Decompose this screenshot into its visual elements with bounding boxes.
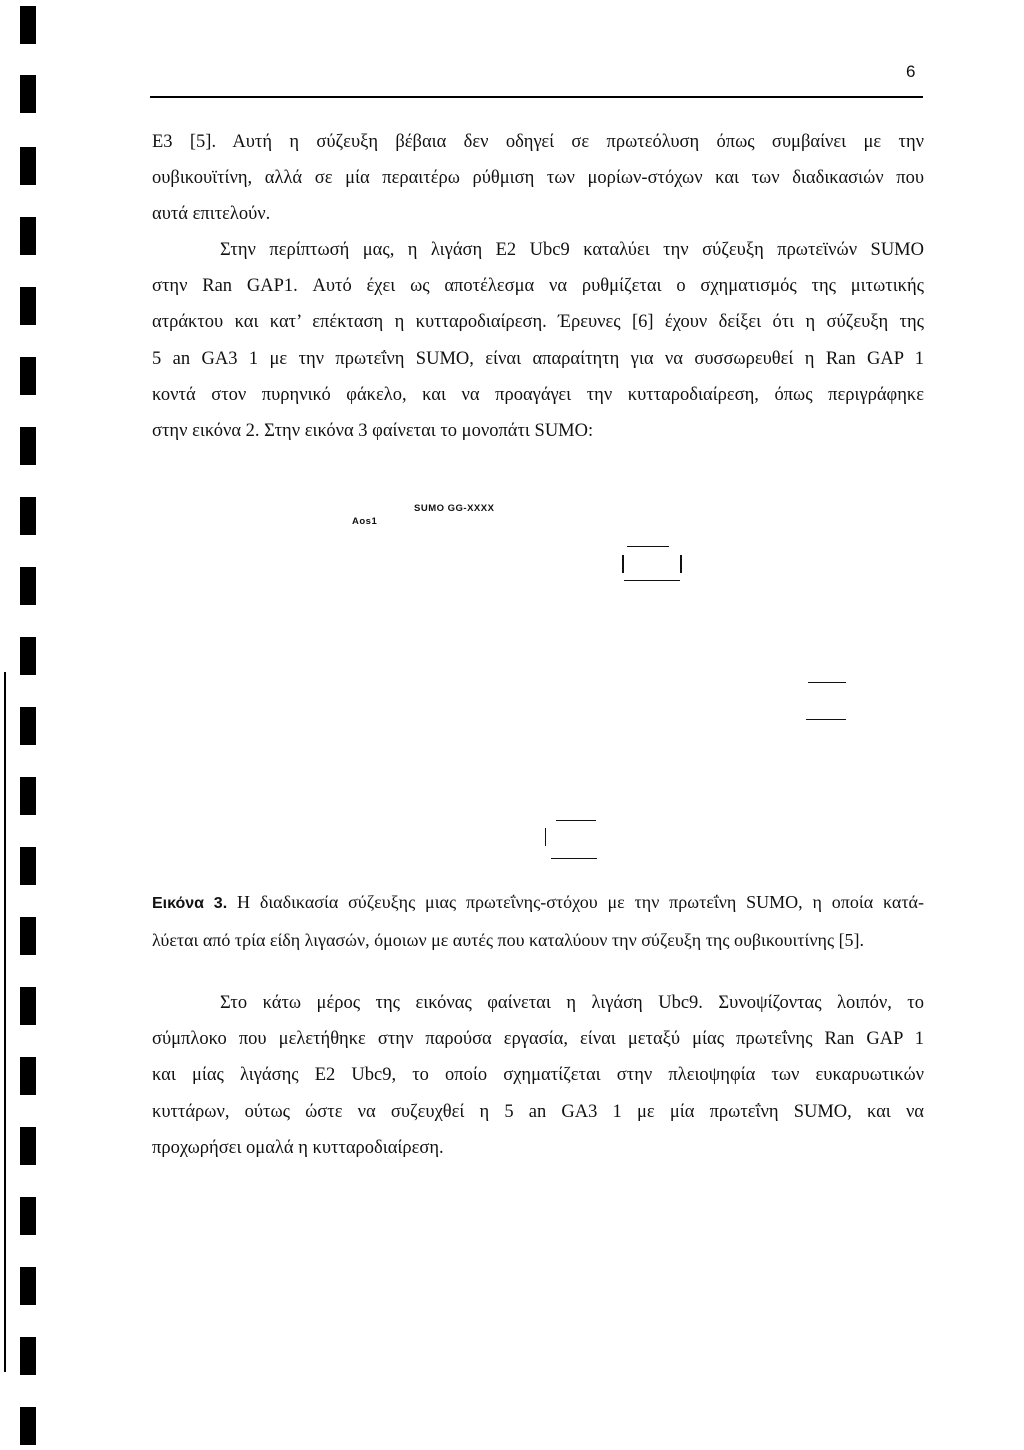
binding-mark — [20, 287, 36, 325]
scan-edge-line — [4, 672, 6, 1372]
binding-mark — [20, 357, 36, 395]
text-line: σύμπλοκο που μελετήθηκε στην παρούσα εργασία, είναι μεταξύ μίας πρωτεΐνης Ran GAP 1 — [152, 1029, 924, 1050]
figure-line — [680, 555, 682, 573]
binding-mark — [20, 147, 36, 185]
figure-line — [624, 580, 680, 581]
text-line: προχωρήσει ομαλά η κυτταροδιαίρεση. — [152, 1137, 444, 1158]
figure-line — [551, 858, 597, 859]
binding-mark — [20, 1337, 36, 1375]
caption-text: Η διαδικασία σύζευξης μιας πρωτεΐνης-στόχου με την πρωτεΐνη SUMO, η οποία κατά- — [227, 892, 924, 912]
binding-mark — [20, 6, 36, 44]
binding-mark — [20, 497, 36, 535]
binding-mark — [20, 217, 36, 255]
binding-mark — [20, 917, 36, 955]
caption-text: λύεται από τρία είδη λιγασών, όμοιων με αυτές που καταλύουν την σύζευξη της ουβικουιτίνης [5]. — [152, 930, 865, 950]
figure-line — [622, 555, 624, 573]
binding-mark — [20, 707, 36, 745]
text-line: Ε3 [5]. Αυτή η σύζευξη βέβαια δεν οδηγεί σε πρωτεόλυση όπως συμβαίνει με την — [152, 132, 924, 152]
binding-mark — [20, 987, 36, 1025]
text-line-content: Στο κάτω μέρος της εικόνας φαίνεται η λιγάση Ubc9. Συνοψίζοντας λοιπόν, το — [220, 993, 924, 1013]
text-line: αυτά επιτελούν. — [152, 204, 271, 225]
text-line: 5 an GA3 1 με την πρωτεΐνη SUMO, είναι απαραίτητη για να συσσωρευθεί η Ran GAP 1 — [152, 348, 924, 369]
binding-mark — [20, 1407, 36, 1445]
binding-mark — [20, 847, 36, 885]
figure-label-sumo: SUMO GG-XXXX — [414, 503, 495, 514]
paragraph-2 — [152, 232, 924, 449]
header-rule — [150, 96, 923, 98]
binding-marks — [0, 0, 60, 1450]
binding-mark — [20, 1127, 36, 1165]
binding-mark — [20, 75, 36, 113]
text-line — [152, 232, 924, 268]
figure-line — [806, 719, 846, 720]
figure-label-aos1: Aos1 — [352, 516, 378, 527]
paragraph-1 — [152, 124, 924, 233]
text-line: στην Ran GAP1. Αυτό έχει ως αποτέλεσμα να ρυθμίζεται ο σχηματισμός της μιτωτικής — [152, 276, 924, 297]
figure-line — [808, 682, 846, 683]
paragraph-3 — [152, 985, 924, 1166]
binding-mark — [20, 1197, 36, 1235]
binding-mark — [20, 567, 36, 605]
figure-line — [545, 828, 546, 846]
text-line: και μίας λιγάσης Ε2 Ubc9, το οποίο σχηματίζεται στην πλειοψηφία των ευκαρυωτικών — [152, 1065, 924, 1086]
text-line: κοντά στον πυρηνικό φάκελο, και να προαγάγει την κυτταροδιαίρεση, όπως περιγράφηκε — [152, 384, 924, 405]
text-line: ουβικουϊτίνη, αλλά σε μία περαιτέρω ρύθμιση των μορίων-στόχων και των διαδικασιών που — [152, 168, 924, 189]
text-line: στην εικόνα 2. Στην εικόνα 3 φαίνεται το μονοπάτι SUMO: — [152, 421, 594, 442]
text-line: ατράκτου και κατ’ επέκταση η κυτταροδιαίρεση. Έρευνες [6] έχουν δείξει ότι η σύζευξη της — [152, 312, 924, 333]
page-number: 6 — [906, 62, 916, 81]
binding-mark — [20, 427, 36, 465]
figure-caption — [152, 884, 924, 958]
figure-line — [627, 546, 669, 547]
caption-label: Εικόνα 3. — [152, 895, 228, 912]
text-line-content: Στην περίπτωσή μας, η λιγάση Ε2 Ubc9 καταλύει την σύζευξη πρωτεϊνών SUMO — [220, 240, 924, 260]
binding-mark — [20, 637, 36, 675]
text-line: κυττάρων, ούτως ώστε να συζευχθεί η 5 an GA3 1 με μία πρωτεΐνη SUMO, και να — [152, 1101, 924, 1122]
binding-mark — [20, 1267, 36, 1305]
binding-mark — [20, 777, 36, 815]
binding-mark — [20, 1057, 36, 1095]
text-line — [152, 985, 924, 1021]
figure-line — [556, 820, 596, 821]
